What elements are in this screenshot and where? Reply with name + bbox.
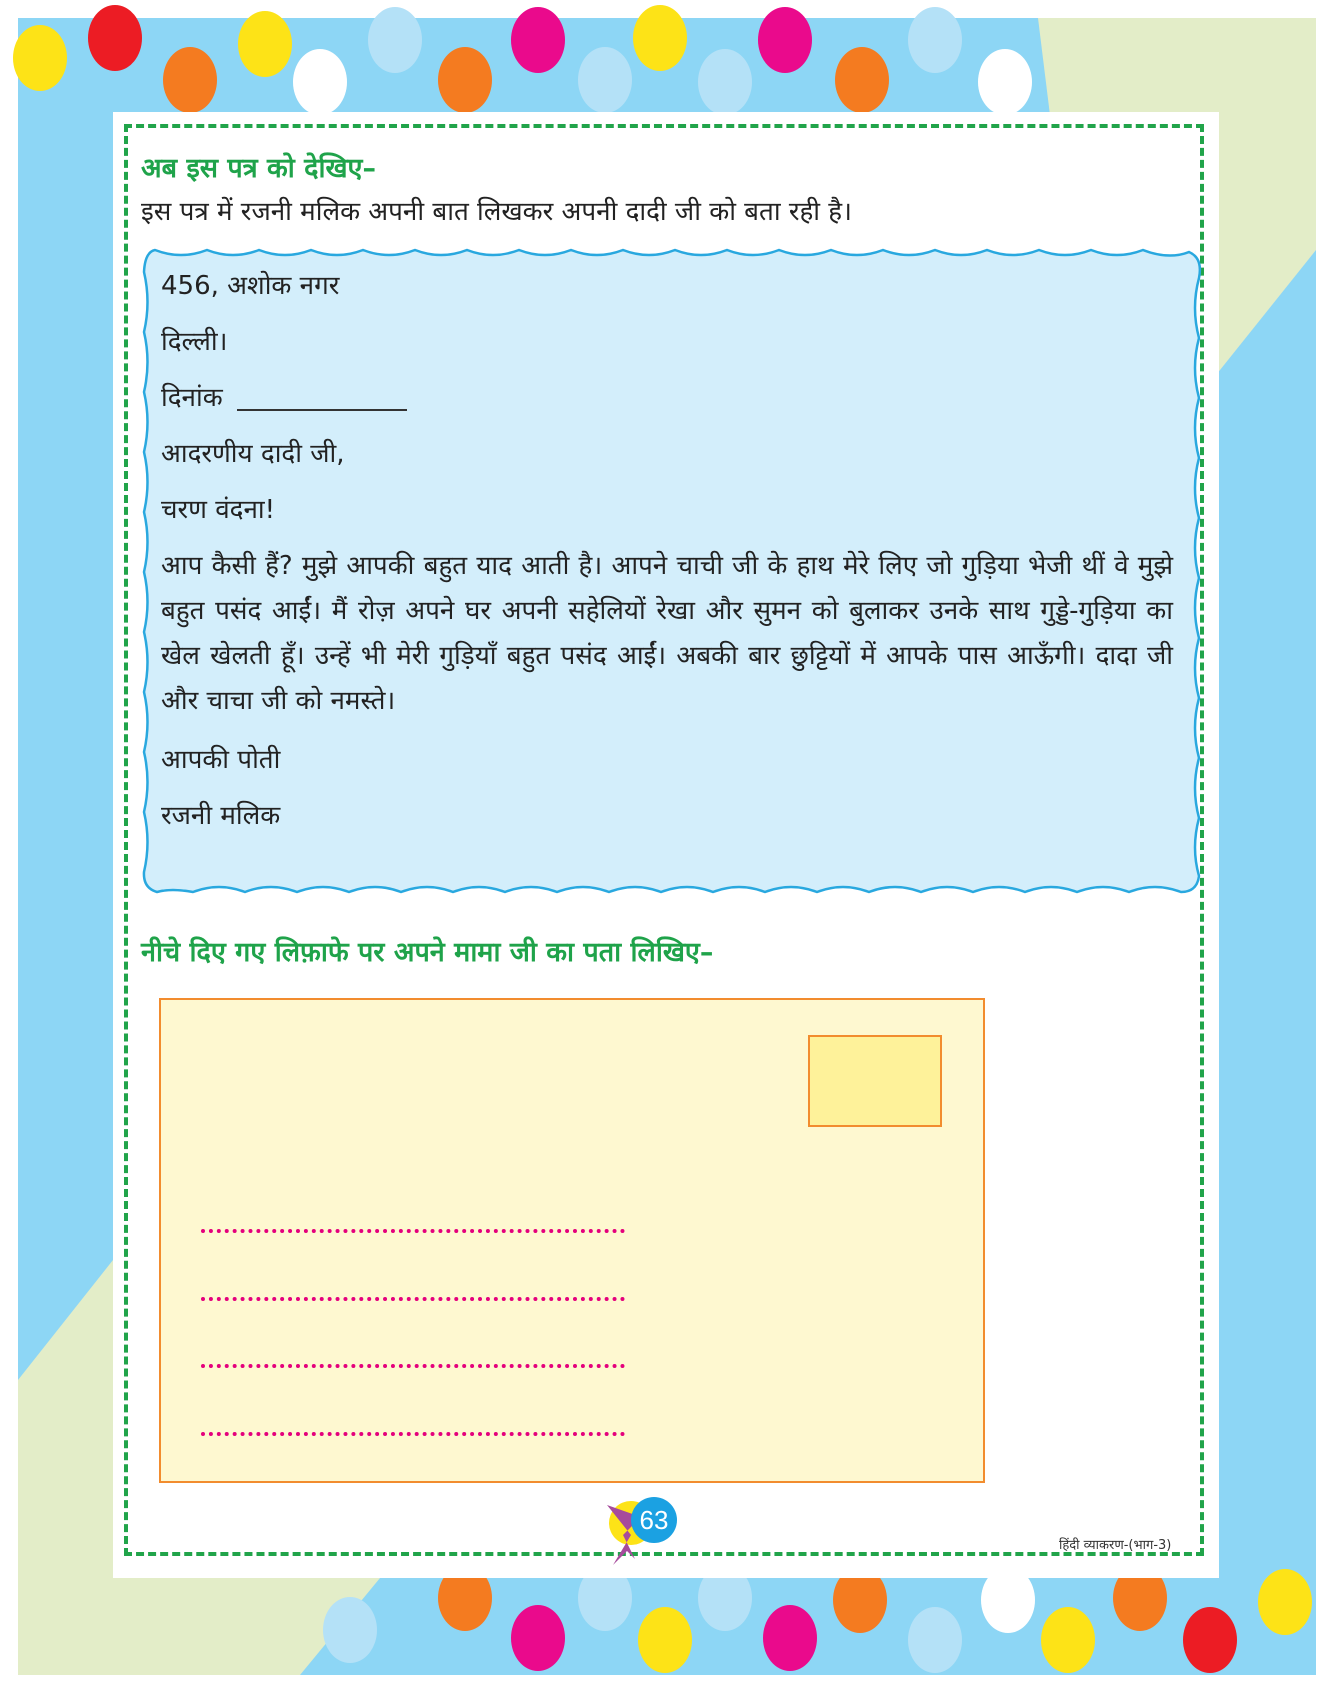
date-line [161,370,1173,426]
address-line-blank-1[interactable] [201,1229,625,1233]
balloon [978,49,1032,115]
footer-book-title: हिंदी व्याकरण-(भाग-3) [1059,1538,1172,1553]
page-number: 63 [631,1497,677,1543]
address-line-blank-2[interactable] [201,1297,625,1301]
page-margin-right [1316,0,1332,1692]
balloon [908,7,962,73]
address-line-1: 456, अशोक नगर [161,271,340,301]
balloon [368,7,422,73]
balloon [698,49,752,115]
address-line-blank-3[interactable] [201,1364,625,1368]
balloon [511,7,565,73]
closing: आपकी पोती [161,745,281,775]
page-margin-bottom [0,1675,1332,1692]
balloon [1258,1569,1312,1635]
balloon [323,1597,377,1663]
balloon [13,25,67,91]
envelope [159,998,985,1483]
balloon [638,1607,692,1673]
page-margin-left [0,0,18,1692]
page-number-badge [601,1495,741,1585]
signature: रजनी मलिक [161,801,281,831]
section1-intro: इस पत्र में रजनी मलिक अपनी बात लिखकर अपनी दादी जी को बता रही है। [141,197,852,227]
greeting: चरण वंदना! [161,495,276,525]
date-blank[interactable] [237,387,407,411]
balloon [1041,1607,1095,1673]
balloon [578,47,632,113]
date-label: दिनांक [161,383,223,413]
balloon [293,49,347,115]
balloon [163,47,217,113]
letter-body-text: आप कैसी हैं? मुझे आपकी बहुत याद आती है। आपने चाची जी के हाथ मेरे लिए जो गुड़िया भेजी थीं वे मुझे बहुत पसंद आईं। मैं रोज़ अपने घर अपनी सहेलियों रेखा और सुमन को बुलाकर उनके साथ गुड्डे-गुड़िया का खेल खेलती हूँ। उन्हें भी मेरी गुड़ियाँ बहुत पसंद आईं। अबकी बार छुट्टियों में आपके पास आऊँगी। दादा जी और चाचा जी को नमस्ते। [161,551,1173,716]
letter-content [161,258,1173,844]
balloon [438,47,492,113]
balloon [511,1605,565,1671]
salutation: आदरणीय दादी जी, [161,439,345,469]
address-line-2: दिल्ली। [161,327,228,357]
address-line-blank-4[interactable] [201,1432,625,1436]
balloon [758,7,812,73]
balloon [1183,1607,1237,1673]
balloon [908,1607,962,1673]
letter-box [141,248,1203,896]
balloon [835,47,889,113]
worksheet-page [113,112,1219,1578]
balloon [633,5,687,71]
stamp-box [808,1035,942,1127]
balloon [238,11,292,77]
balloon [763,1605,817,1671]
balloon [88,5,142,71]
section1-heading: अब इस पत्र को देखिए– [141,153,376,184]
section2-heading: नीचे दिए गए लिफ़ाफे पर अपने मामा जी का पता लिखिए– [141,937,714,968]
